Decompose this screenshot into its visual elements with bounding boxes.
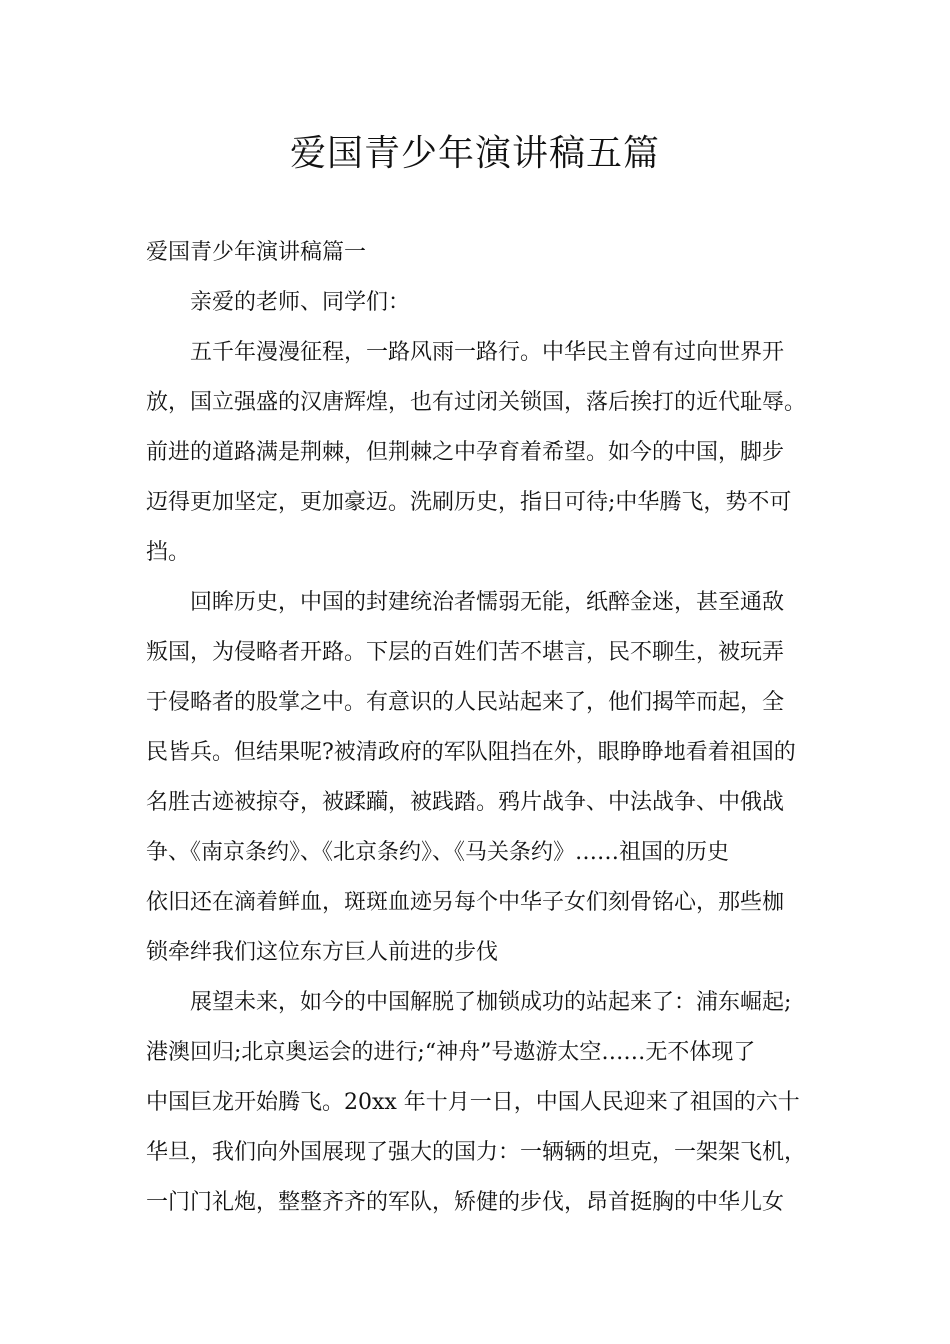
paragraph-line: 于侵略者的股掌之中。有意识的人民站起来了，他们揭竿而起，全 bbox=[146, 690, 785, 715]
paragraph-line: 挡。 bbox=[146, 540, 191, 565]
paragraph-line: 依旧还在滴着鲜血，斑斑血迹另每个中华子女们刻骨铭心，那些枷 bbox=[146, 890, 785, 915]
paragraph-line: 港澳回归;北京奥运会的进行;“神舟”号遨游太空……无不体现了 bbox=[146, 1040, 756, 1065]
paragraph-line: 中国巨龙开始腾飞。20xx 年十月一日，中国人民迎来了祖国的六十 bbox=[146, 1090, 800, 1115]
paragraph-line: 前进的道路满是荆棘，但荆棘之中孕育着希望。如今的中国，脚步 bbox=[146, 440, 785, 465]
document-title: 爱国青少年演讲稿五篇 bbox=[289, 133, 660, 174]
paragraph-1 bbox=[146, 328, 814, 578]
paragraph-line: 一门门礼炮，整整齐齐的军队，矫健的步伐，昂首挺胸的中华儿女 bbox=[146, 1190, 785, 1215]
paragraph-line: 回眸历史，中国的封建统治者懦弱无能，纸醉金迷，甚至通敌 bbox=[190, 590, 785, 615]
section-heading: 爱国青少年演讲稿篇一 bbox=[146, 240, 367, 265]
paragraph-line: 展望未来，如今的中国解脱了枷锁成功的站起来了：浦东崛起; bbox=[190, 990, 792, 1015]
paragraph-line: 名胜古迹被掠夺，被蹂躏，被践踏。鸦片战争、中法战争、中俄战 bbox=[146, 790, 785, 815]
greeting-line: 亲爱的老师、同学们： bbox=[190, 290, 411, 315]
paragraph-line: 迈得更加坚定，更加豪迈。洗刷历史，指日可待;中华腾飞，势不可 bbox=[146, 490, 792, 515]
paragraph-line: 放，国立强盛的汉唐辉煌，也有过闭关锁国，落后挨打的近代耻辱。 bbox=[146, 390, 807, 415]
paragraph-line: 华旦，我们向外国展现了强大的国力：一辆辆的坦克，一架架飞机， bbox=[146, 1140, 807, 1165]
paragraph-line: 五千年漫漫征程，一路风雨一路行。中华民主曾有过向世界开 bbox=[190, 340, 785, 365]
paragraph-line: 叛国，为侵略者开路。下层的百姓们苦不堪言，民不聊生，被玩弄 bbox=[146, 640, 785, 665]
paragraph-2 bbox=[146, 578, 814, 978]
paragraph-3 bbox=[146, 978, 814, 1228]
paragraph-line: 民皆兵。但结果呢?被清政府的军队阻挡在外，眼睁睁地看着祖国的 bbox=[146, 740, 796, 765]
paragraph-line: 争、《南京条约》、《北京条约》、《马关条约》……祖国的历史 bbox=[146, 840, 730, 865]
paragraph-line: 锁牵绊我们这位东方巨人前进的步伐 bbox=[146, 940, 499, 965]
document-body bbox=[146, 228, 814, 1228]
